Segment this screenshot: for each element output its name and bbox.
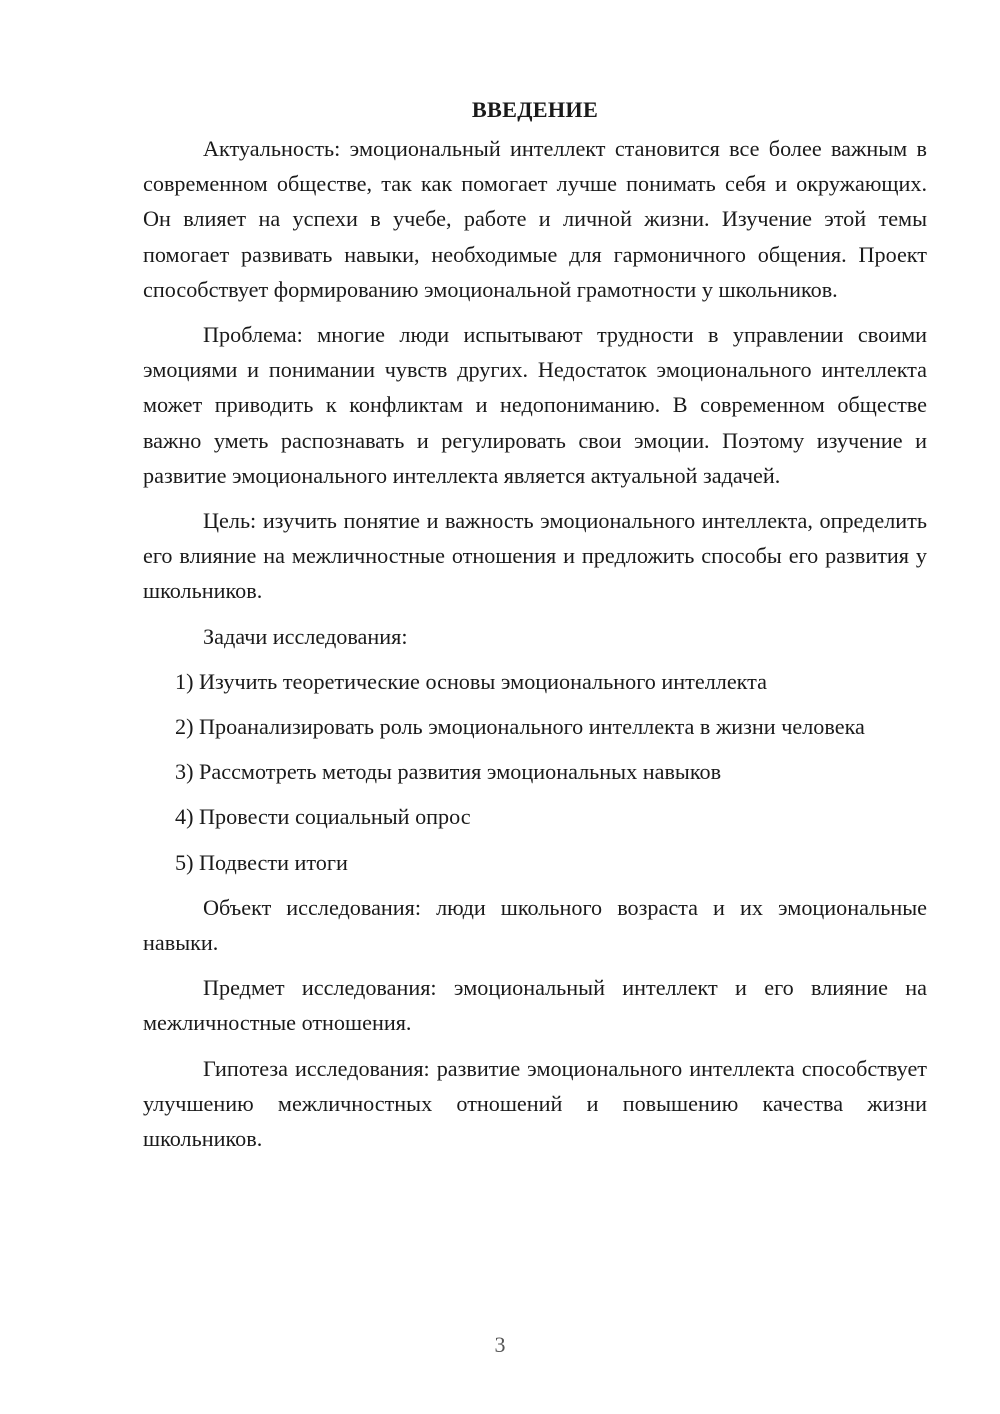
hypothesis-paragraph: Гипотеза исследования: развитие эмоционального интеллекта способствует улучшению межличностных отношений и повышению качества жизни школьников. [143,1055,927,1152]
task-item: 1) Изучить теоретические основы эмоционального интеллекта [175,668,767,694]
tasks-heading: Задачи исследования: [203,623,408,649]
goal-paragraph: Цель: изучить понятие и важность эмоционального интеллекта, определить его влияние на межличностные отношения и предложить способы его развития у школьников. [143,508,927,604]
relevance-paragraph: Актуальность: эмоциональный интеллект становится все более важным в современном обществе, так как помогает лучше понимать себя и окружающих. Он влияет на успехи в учебе, работе и личной жизни. Изучение этой темы помогает развивать навыки, необходимые для гармоничного общения. Проект способствует формированию эмоциональной грамотности у школьников. [143,136,927,302]
subject-paragraph: Предмет исследования: эмоциональный интеллект и его влияние на межличностные отношения. [143,975,927,1036]
section-title: ВВЕДЕНИЕ [471,97,599,122]
page-content [143,92,927,1166]
object-paragraph: Объект исследования: люди школьного возраста и их эмоциональные навыки. [143,894,927,956]
task-item: 3) Рассмотреть методы развития эмоциональных навыков [175,759,722,785]
task-item: 5) Подвести итоги [175,849,348,875]
problem-paragraph: Проблема: многие люди испытывают трудности в управлении своими эмоциями и понимании чувств других. Недостаток эмоционального интеллекта может приводить к конфликтам и недопониманию. В современном обществе важно уметь распознавать и регулировать свои эмоции. Поэтому изучение и развитие эмоционального интеллекта является актуальной задачей. [143,322,927,488]
task-item: 2) Проанализировать роль эмоционального интеллекта в жизни человека [175,714,865,740]
page-number: 3 [494,1332,506,1357]
task-item: 4) Провести социальный опрос [175,804,471,830]
